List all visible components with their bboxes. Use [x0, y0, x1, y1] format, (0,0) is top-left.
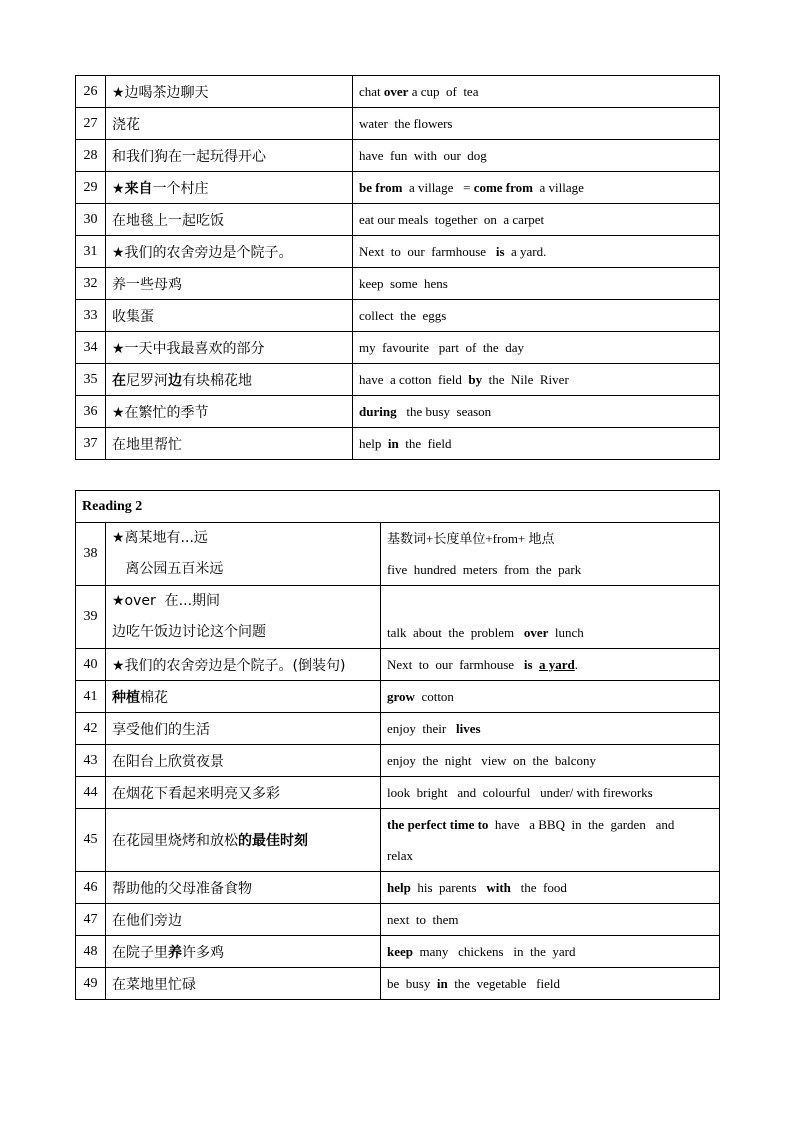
text-segment: ★离某地有...远 — [112, 530, 208, 546]
phrase-table-1-body — [76, 76, 720, 460]
chinese-phrase-cell — [106, 777, 381, 809]
english-phrase-cell — [353, 236, 720, 268]
chinese-phrase-cell — [106, 809, 381, 872]
bold-text-segment: 的最佳时刻 — [238, 833, 308, 849]
text-segment: Next to our farmhouse — [387, 656, 524, 672]
row-number: 31 — [76, 236, 106, 268]
english-phrase-cell — [353, 396, 720, 428]
row-number: 47 — [76, 904, 106, 936]
text-segment: help — [359, 435, 388, 451]
table-row — [76, 968, 720, 1000]
english-phrase-cell — [381, 523, 720, 586]
bold-text-segment: 边 — [168, 372, 182, 389]
table-heading-row — [76, 491, 720, 523]
chinese-phrase-cell — [106, 681, 381, 713]
table-row — [76, 428, 720, 460]
english-phrase-cell — [381, 745, 720, 777]
table-row — [76, 713, 720, 745]
english-phrase-cell — [353, 172, 720, 204]
cell-line — [112, 586, 374, 617]
row-number: 43 — [76, 745, 106, 777]
row-number: 46 — [76, 872, 106, 904]
text-segment: the busy season — [396, 403, 492, 419]
row-number: 42 — [76, 713, 106, 745]
cell-line — [387, 586, 713, 617]
row-number: 29 — [76, 172, 106, 204]
bold-text-segment: lives — [455, 720, 481, 736]
text-segment: 在烟花下看起来明亮又多彩 — [112, 785, 280, 802]
table-row — [76, 586, 720, 649]
text-segment: 在地毯上一起吃饭 — [112, 212, 224, 229]
text-segment: 享受他们的生活 — [112, 721, 210, 738]
text-segment: a cup of tea — [408, 83, 479, 99]
bold-text-segment: be from — [359, 179, 403, 195]
chinese-phrase-cell — [106, 745, 381, 777]
table-row — [76, 236, 720, 268]
chinese-phrase-cell — [106, 396, 353, 428]
text-segment: 浇花 — [112, 116, 140, 133]
bold-text-segment: 养 — [168, 944, 182, 961]
text-segment: a village — [533, 179, 584, 195]
chinese-phrase-cell — [106, 428, 353, 460]
text-segment: cotton — [414, 688, 454, 704]
chinese-phrase-cell — [106, 76, 353, 108]
text-segment: 尼罗河 — [126, 372, 168, 389]
table-row — [76, 300, 720, 332]
text-segment: chat — [359, 83, 384, 99]
bold-text-segment: is — [495, 243, 505, 259]
text-segment: 在地里帮忙 — [112, 436, 182, 453]
chinese-phrase-cell — [106, 268, 353, 300]
table-row — [76, 268, 720, 300]
text-segment: 在菜地里忙碌 — [112, 976, 196, 993]
cell-line — [387, 523, 713, 554]
text-segment: 和我们狗在一起玩得开心 — [112, 148, 266, 165]
english-phrase-cell — [353, 364, 720, 396]
bold-text-segment: come from — [473, 179, 533, 195]
row-number: 37 — [76, 428, 106, 460]
chinese-phrase-cell — [106, 586, 381, 649]
row-number: 30 — [76, 204, 106, 236]
row-number: 35 — [76, 364, 106, 396]
text-segment: 许多鸡 — [182, 944, 224, 961]
table-row — [76, 396, 720, 428]
row-number: 39 — [76, 586, 106, 649]
text-segment: ★一天中我最喜欢的部分 — [112, 340, 265, 357]
table-row — [76, 649, 720, 681]
english-phrase-cell — [353, 332, 720, 364]
text-segment: relax — [387, 848, 413, 863]
chinese-phrase-cell — [106, 332, 353, 364]
text-segment: 基数词+长度单位+from+ 地点 — [387, 531, 555, 546]
cell-line — [387, 840, 713, 871]
row-number: 26 — [76, 76, 106, 108]
text-segment: keep some hens — [359, 275, 448, 291]
text-segment: 在他们旁边 — [112, 912, 182, 929]
text-segment: be busy — [387, 975, 437, 991]
english-phrase-cell — [353, 300, 720, 332]
table-row — [76, 777, 720, 809]
table-row — [76, 108, 720, 140]
row-number: 34 — [76, 332, 106, 364]
table-row — [76, 332, 720, 364]
english-phrase-cell — [353, 108, 720, 140]
text-segment: the vegetable field — [447, 975, 560, 991]
bold-text-segment: over — [523, 625, 549, 640]
text-segment: the Nile River — [482, 371, 569, 387]
text-segment: enjoy their — [387, 720, 456, 736]
bold-text-segment: in — [436, 975, 448, 991]
row-number: 40 — [76, 649, 106, 681]
row-number: 33 — [76, 300, 106, 332]
table-row — [76, 172, 720, 204]
row-number: 41 — [76, 681, 106, 713]
text-segment: 离公园五百米远 — [112, 561, 224, 577]
text-segment: my favourite part of the day — [359, 339, 524, 355]
english-phrase-cell — [381, 777, 720, 809]
row-number: 38 — [76, 523, 106, 586]
bold-text-segment: 在 — [112, 372, 126, 389]
cell-line — [387, 617, 713, 648]
text-segment: enjoy the night view on the balcony — [387, 752, 597, 768]
bold-text-segment: 种植 — [112, 689, 140, 706]
bold-text-segment: is — [523, 656, 533, 672]
text-segment: . — [574, 656, 579, 672]
chinese-phrase-cell — [106, 108, 353, 140]
text-segment: ★over 在...期间 — [112, 593, 221, 609]
english-phrase-cell — [381, 809, 720, 872]
english-phrase-cell — [353, 140, 720, 172]
text-segment: collect the eggs — [359, 307, 447, 323]
text-segment: ★ — [112, 180, 125, 197]
english-phrase-cell — [381, 713, 720, 745]
text-segment: have fun with our dog — [359, 147, 487, 163]
chinese-phrase-cell — [106, 236, 353, 268]
english-phrase-cell — [381, 968, 720, 1000]
phrase-table-1 — [75, 75, 720, 460]
chinese-phrase-cell — [106, 649, 381, 681]
row-number: 36 — [76, 396, 106, 428]
chinese-phrase-cell — [106, 968, 381, 1000]
text-segment: ★在繁忙的季节 — [112, 404, 209, 421]
text-segment: have a cotton field — [359, 371, 469, 387]
row-number: 32 — [76, 268, 106, 300]
table-row — [76, 904, 720, 936]
text-segment: Next to our farmhouse — [359, 243, 496, 259]
table-row — [76, 872, 720, 904]
english-phrase-cell — [381, 586, 720, 649]
text-segment: 一个村庄 — [152, 180, 209, 197]
text-segment: the field — [398, 435, 452, 451]
text-segment: the food — [510, 879, 567, 895]
text-segment: talk about the problem — [387, 625, 524, 640]
chinese-phrase-cell — [106, 936, 381, 968]
english-phrase-cell — [353, 268, 720, 300]
bold-text-segment: by — [468, 371, 483, 387]
bold-text-segment: over — [383, 83, 409, 99]
chinese-phrase-cell — [106, 300, 353, 332]
chinese-phrase-cell — [106, 364, 353, 396]
chinese-phrase-cell — [106, 172, 353, 204]
english-phrase-cell — [353, 428, 720, 460]
text-segment: ★我们的农舍旁边是个院子。(倒装句) — [112, 657, 346, 674]
text-segment: 在花园里烧烤和放松 — [112, 833, 238, 849]
text-segment: five hundred meters from the park — [387, 562, 582, 577]
phrase-table-2-body — [76, 491, 720, 1000]
phrase-table-2 — [75, 490, 720, 1000]
text-segment: many chickens in the yard — [413, 943, 576, 959]
english-phrase-cell — [353, 204, 720, 236]
row-number: 49 — [76, 968, 106, 1000]
english-phrase-cell — [381, 649, 720, 681]
table-row — [76, 364, 720, 396]
table-row — [76, 681, 720, 713]
bold-text-segment: the perfect time to — [387, 817, 489, 832]
text-segment: a village = — [402, 179, 474, 195]
cell-line — [387, 809, 713, 840]
text-segment: ★边喝茶边聊天 — [112, 84, 209, 101]
text-segment: 在院子里 — [112, 944, 168, 961]
table-row — [76, 936, 720, 968]
cell-line — [112, 617, 374, 648]
row-number: 28 — [76, 140, 106, 172]
bold-text-segment: in — [387, 435, 399, 451]
text-segment: 收集蛋 — [112, 308, 154, 325]
english-phrase-cell — [381, 872, 720, 904]
text-segment: 有块棉花地 — [182, 372, 252, 389]
cell-line — [112, 523, 374, 554]
row-number: 44 — [76, 777, 106, 809]
row-number: 27 — [76, 108, 106, 140]
text-segment: lunch — [548, 625, 584, 640]
text-segment: a yard. — [504, 243, 547, 259]
text-segment: 棉花 — [140, 689, 168, 706]
chinese-phrase-cell — [106, 904, 381, 936]
bold-text-segment: grow — [387, 688, 415, 704]
text-segment: water the flowers — [359, 115, 453, 131]
chinese-phrase-cell — [106, 140, 353, 172]
text-segment: 边吃午饭边讨论这个问题 — [112, 624, 266, 640]
chinese-phrase-cell — [106, 713, 381, 745]
text-segment: next to them — [387, 911, 459, 927]
section-heading: Reading 2 — [76, 491, 720, 523]
row-number: 48 — [76, 936, 106, 968]
bold-text-segment: 来自 — [124, 180, 153, 197]
cell-line — [387, 554, 713, 585]
chinese-phrase-cell — [106, 523, 381, 586]
chinese-phrase-cell — [106, 872, 381, 904]
english-phrase-cell — [381, 681, 720, 713]
table-row — [76, 809, 720, 872]
bold-text-segment: help — [387, 879, 411, 895]
chinese-phrase-cell — [106, 204, 353, 236]
bold-text-segment: with — [486, 879, 511, 895]
text-segment: look bright and colourful under/ with fireworks — [387, 784, 653, 800]
english-phrase-cell — [353, 76, 720, 108]
text-segment: eat our meals together on a carpet — [359, 211, 545, 227]
bold-text-segment: a yard — [539, 656, 575, 672]
row-number: 45 — [76, 809, 106, 872]
table-row — [76, 204, 720, 236]
bold-text-segment: keep — [387, 943, 413, 959]
text-segment: 在阳台上欣赏夜景 — [112, 753, 224, 770]
table-row — [76, 140, 720, 172]
table-row — [76, 745, 720, 777]
text-segment: have a BBQ in the garden and — [488, 817, 675, 832]
english-phrase-cell — [381, 904, 720, 936]
text-segment: 养一些母鸡 — [112, 276, 182, 293]
table-row — [76, 76, 720, 108]
text-segment: his parents — [410, 879, 487, 895]
text-segment: 帮助他的父母准备食物 — [112, 880, 252, 897]
table-row — [76, 523, 720, 586]
cell-line — [112, 554, 374, 585]
text-segment: ★我们的农舍旁边是个院子。 — [112, 244, 293, 261]
english-phrase-cell — [381, 936, 720, 968]
bold-text-segment: during — [359, 403, 397, 419]
